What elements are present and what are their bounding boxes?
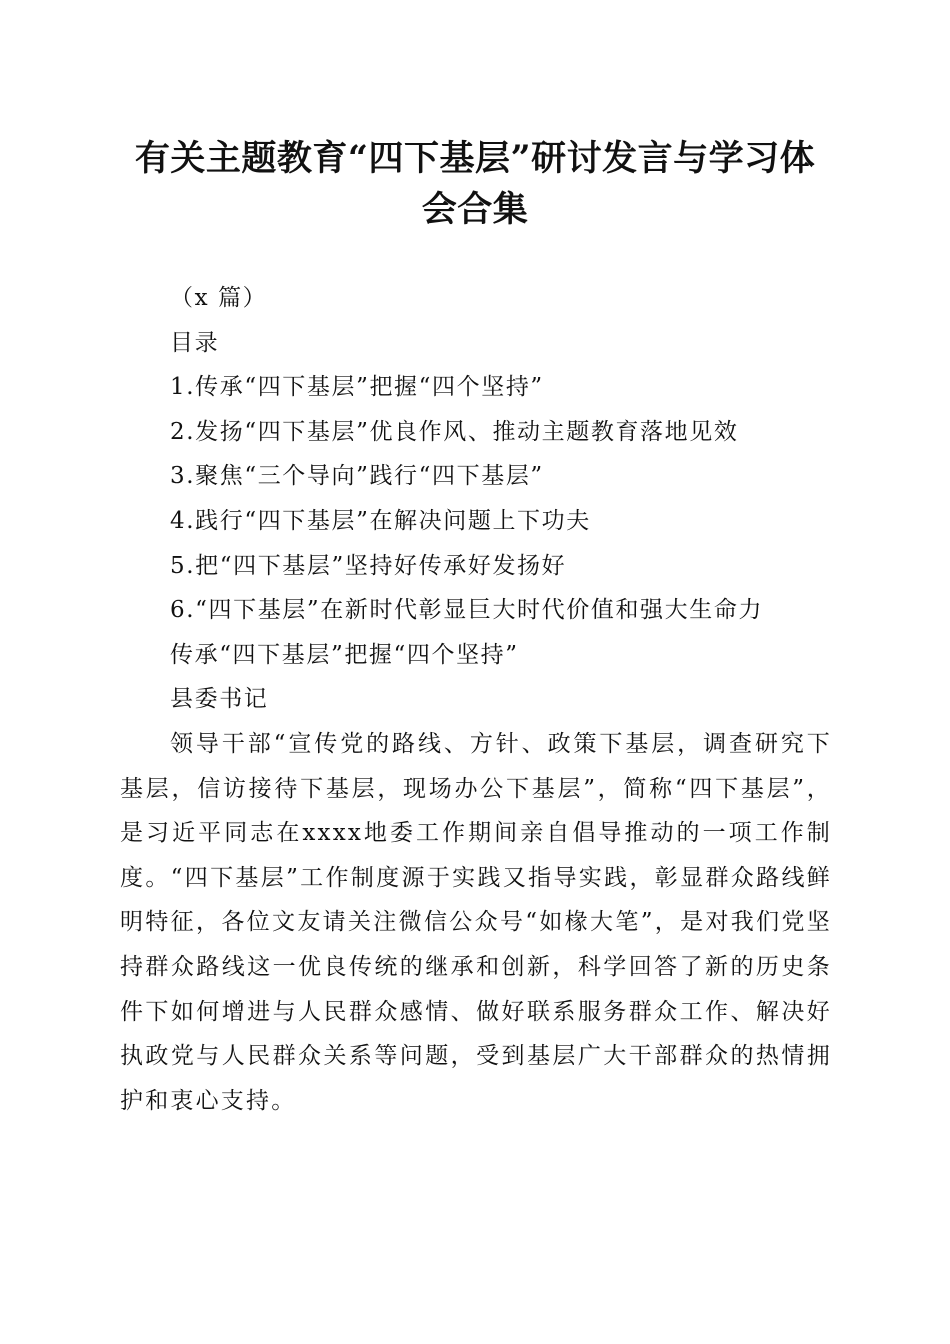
- title-line-2: 会合集: [421, 189, 529, 230]
- toc-item-1: 1.传承“四下基层”把握“四个坚持”: [170, 374, 544, 401]
- count-note: （x 篇）: [170, 285, 268, 311]
- toc-item-4: 4.践行“四下基层”在解决问题上下功夫: [170, 507, 591, 534]
- document-body: [120, 276, 832, 1123]
- toc-item-3: 3.聚焦“三个导向”践行“四下基层”: [170, 463, 544, 490]
- body-paragraph: 领导干部“宣传党的路线、方针、政策下基层，调查研究下基层，信访接待下基层，现场办公下基层”，简称“四下基层”，是习近平同志在xxxx地委工作期间亲自倡导推动的一项工作制度。“四下基层”工作制度源于实践又指导实践，彰显群众路线鲜明特征，各位文友请关注微信公众号“如椽大笔”，是对我们党坚持群众路线这一优良传统的继承和创新，科学回答了新的历史条件下如何增进与人民群众感情、做好联系服务群众工作、解决好执政党与人民群众关系等问题，受到基层广大干部群众的热情拥护和衷心支持。: [120, 730, 832, 1114]
- section-title: 传承“四下基层”把握“四个坚持”: [170, 641, 519, 668]
- document-title: [80, 133, 870, 235]
- author-line: 县委书记: [170, 686, 269, 713]
- toc-item-6: 6.“四下基层”在新时代彰显巨大时代价值和强大生命力: [170, 597, 764, 624]
- toc-item-5: 5.把“四下基层”坚持好传承好发扬好: [170, 552, 567, 579]
- title-line-1: 有关主题教育“四下基层”研讨发言与学习体: [134, 138, 816, 179]
- toc-item-2: 2.发扬“四下基层”优良作风、推动主题教育落地见效: [170, 418, 739, 445]
- toc-heading: 目录: [170, 329, 220, 356]
